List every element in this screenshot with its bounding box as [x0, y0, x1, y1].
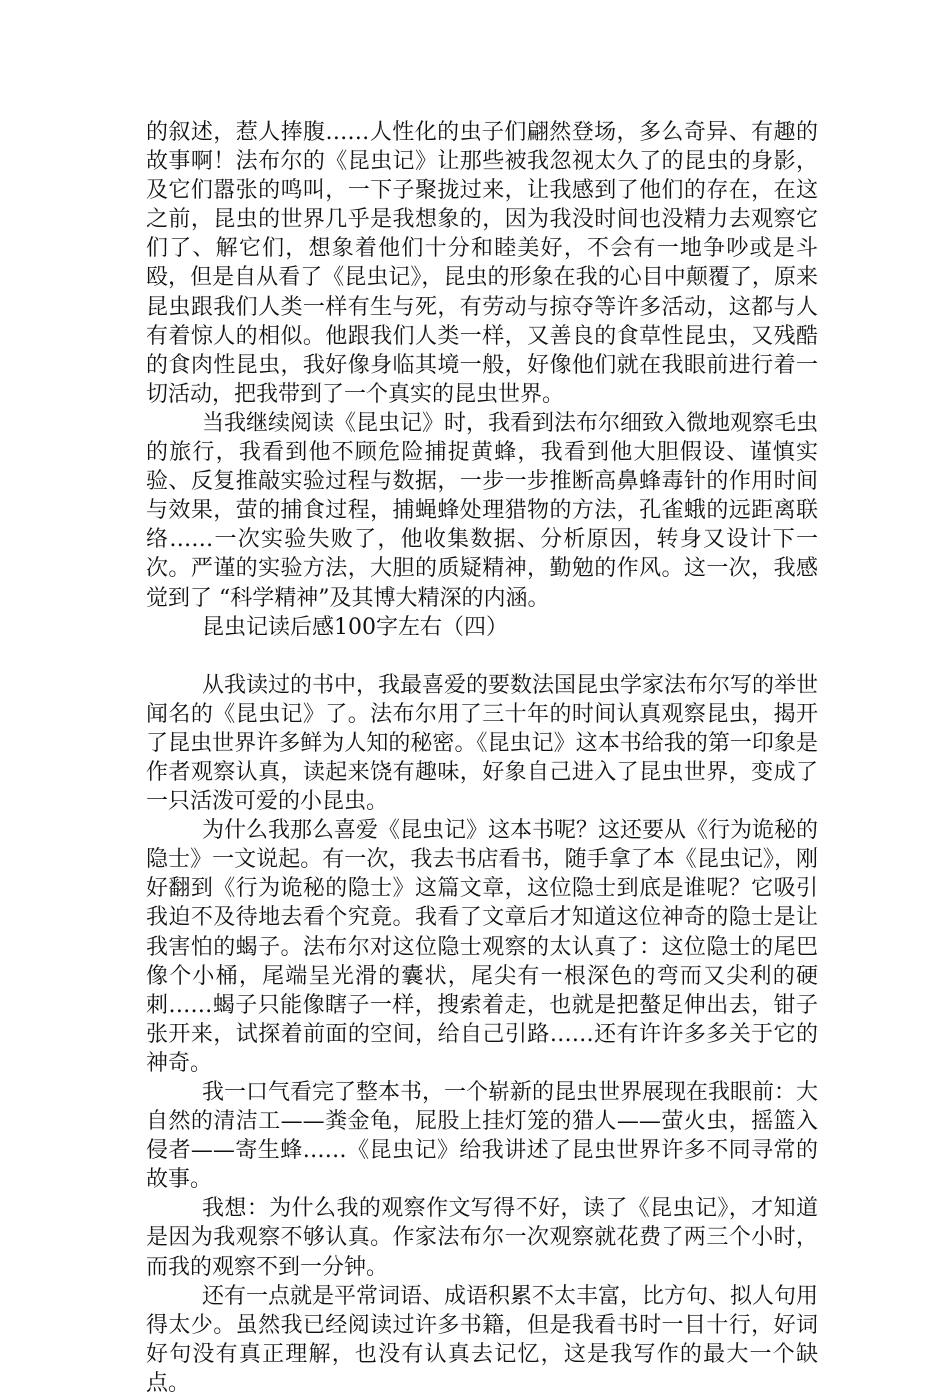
section-heading: 昆虫记读后感100字左右（四）: [202, 614, 508, 640]
paragraph-continued-summary: 的叙述，惹人捧腹……人性化的虫子们翩然登场，多么奇异、有趣的故事啊！法布尔的《昆虫记》让那些被我忽视太久了的昆虫的身影，及它们嚣张的鸣叫，一下子聚拢过来，让我感到了他们的存在，在这之前，昆虫的世界几乎是我想象的，因为我没时间也没精力去观察它们了、解它们，想象着他们十分和睦美好，不会有一地争吵或是斗殴，但是自从看了《昆虫记》，昆虫的形象在我的心目中颠覆了，原来昆虫跟我们人类一样有生与死，有劳动与掠夺等许多活动，这都与人有着惊人的相似。他跟我们人类一样，又善良的食草性昆虫，又残酷的食肉性昆虫，我好像身临其境一般，好像他们就在我眼前进行着一切活动，把我带到了一个真实的昆虫世界。: [146, 120, 818, 407]
blank-line: [146, 642, 818, 671]
document-body: [146, 118, 818, 1398]
paragraph-insect-world: 我一口气看完了整本书，一个崭新的昆虫世界展现在我眼前：大自然的清洁工——粪金龟，屁股上挂灯笼的猎人——萤火虫，摇篮入侵者——寄生蜂……《昆虫记》给我讲述了昆虫世界许多不同寻常的故事。: [146, 1080, 819, 1193]
paragraph-observation: 我想：为什么我的观察作文写得不好，读了《昆虫记》，才知道是因为我观察不够认真。作家法布尔一次观察就花费了两三个小时，而我的观察不到一分钟。: [146, 1196, 818, 1280]
paragraph-favorite-book: 从我读过的书中，我最喜爱的要数法国昆虫学家法布尔写的举世闻名的《昆虫记》了。法布尔用了三十年的时间认真观察昆虫，揭开了昆虫世界许多鲜为人知的秘密。《昆虫记》这本书给我的第一印象是作者观察认真，读起来饶有趣味，好象自己进入了昆虫世界，变成了一只活泼可爱的小昆虫。: [146, 672, 819, 815]
paragraph-scientific-spirit: 当我继续阅读《昆虫记》时，我看到法布尔细致入微地观察毛虫的旅行，我看到他不顾危险捕捉黄蜂，我看到他大胆假设、谨慎实验、反复推敲实验过程与数据，一步一步推断高鼻蜂毒针的作用时间与效果，萤的捕食过程，捕蝇蜂处理猎物的方法，孔雀蛾的远距离联络……一次实验失败了，他收集数据、分析原因，转身又设计下一次。严谨的实验方法，大胆的质疑精神，勤勉的作风。这一次，我感觉到了 “科学精神”及其博大精深的内涵。: [146, 410, 819, 611]
paragraph-vocabulary: 还有一点就是平常词语、成语积累不太丰富，比方句、拟人句用得太少。虽然我已经阅读过许多书籍，但是我看书时一目十行，好词好句没有真正理解，也没有认真去记忆，这是我写作的最大一个缺点。: [146, 1283, 819, 1396]
paragraph-scorpion: 为什么我那么喜爱《昆虫记》这本书呢？这还要从《行为诡秘的隐士》一文说起。有一次，我去书店看书，随手拿了本《昆虫记》，刚好翻到《行为诡秘的隐士》这篇文章，这位隐士到底是谁呢？它吸引我迫不及待地去看个究竟。我看了文章后才知道这位神奇的隐士是让我害怕的蝎子。法布尔对这位隐士观察的太认真了：这位隐士的尾巴像个小桶，尾端呈光滑的囊状，尾尖有一根深色的弯而又尖利的硬刺……蝎子只能像瞎子一样，搜索着走，也就是把螯足伸出去，钳子张开来，试探着前面的空间，给自己引路……还有许许多多关于它的神奇。: [146, 818, 819, 1076]
